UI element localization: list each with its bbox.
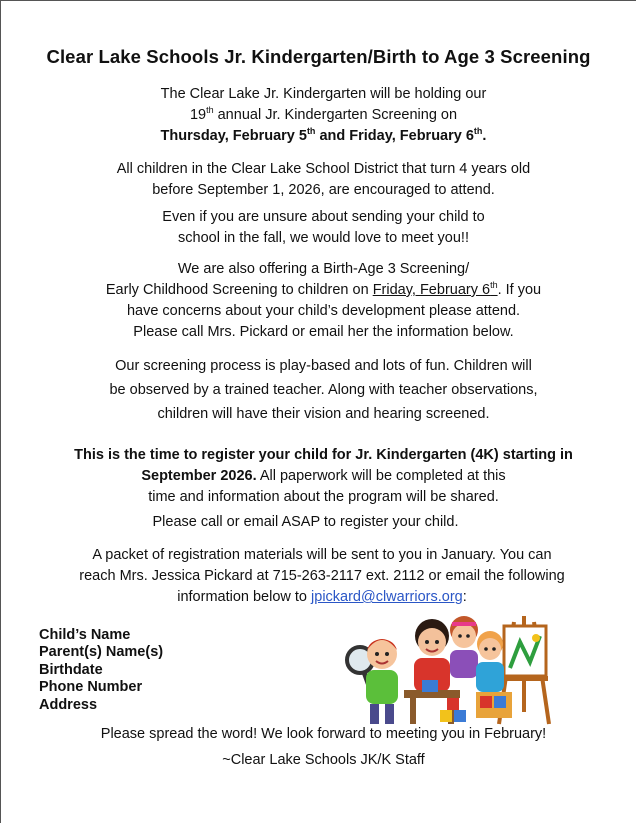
signature-line: ~Clear Lake Schools JK/K Staff xyxy=(222,752,425,768)
birth-screening-date: Friday, February 6th xyxy=(372,280,498,298)
packet-paragraph: A packet of registration materials will be sent to you in January. You can reach Mrs. Jessica Pickard at 715-263-2117 ext. 2112 or email the following information below to jpickard@clwarriors.org: xyxy=(79,547,565,605)
children-clipart xyxy=(344,612,554,728)
page-title: Clear Lake Schools Jr. Kindergarten/Birth to Age 3 Screening xyxy=(46,46,591,67)
intro-paragraph xyxy=(40,84,607,147)
birth-screening-paragraph: We are also offering a Birth-Age 3 Screening/ Early Childhood Screening to children on Friday, February 6th. If you have concerns about your child’s development please attend. Please call Mrs. Pickard or email her the information below. xyxy=(105,261,542,340)
child-figure-right xyxy=(450,616,478,678)
field-birthdate: Birthdate xyxy=(39,661,103,678)
field-address: Address xyxy=(39,696,98,713)
eligibility-paragraph: All children in the Clear Lake School District that turn 4 years old before September 1, 2026, are encouraged to attend. xyxy=(116,161,531,198)
field-parent-names: Parent(s) Name(s) xyxy=(39,644,164,661)
register-paragraph: This is the time to register your child for Jr. Kindergarten (4K) starting in September 2026. All paperwork will be completed at this time and information about the program will be shared. xyxy=(74,447,573,505)
intro-line-1: The Clear Lake Jr. Kindergarten will be holding our xyxy=(160,86,487,102)
child-figure-left xyxy=(366,639,398,724)
screening-dates: Thursday, February 5th and Friday, February 6th. xyxy=(160,126,487,144)
call-line: Please call or email ASAP to register your child. xyxy=(152,514,459,530)
process-paragraph: Our screening process is play-based and lots of fun. Children will be observed by a trained teacher. Along with teacher observations, children will have their vision and hearing screened. xyxy=(109,358,538,422)
intro-line-2: 19th annual Jr. Kindergarten Screening on xyxy=(189,105,458,123)
email-link[interactable]: jpickard@clwarriors.org xyxy=(311,589,463,605)
unsure-paragraph: Even if you are unsure about sending your child to school in the fall, we would love to meet you!! xyxy=(162,209,485,246)
registration-fields xyxy=(39,627,163,714)
field-phone-number: Phone Number xyxy=(39,679,143,696)
field-child-name: Child’s Name xyxy=(39,627,131,643)
closing-line: Please spread the word! We look forward to meeting you in February! xyxy=(100,726,547,742)
